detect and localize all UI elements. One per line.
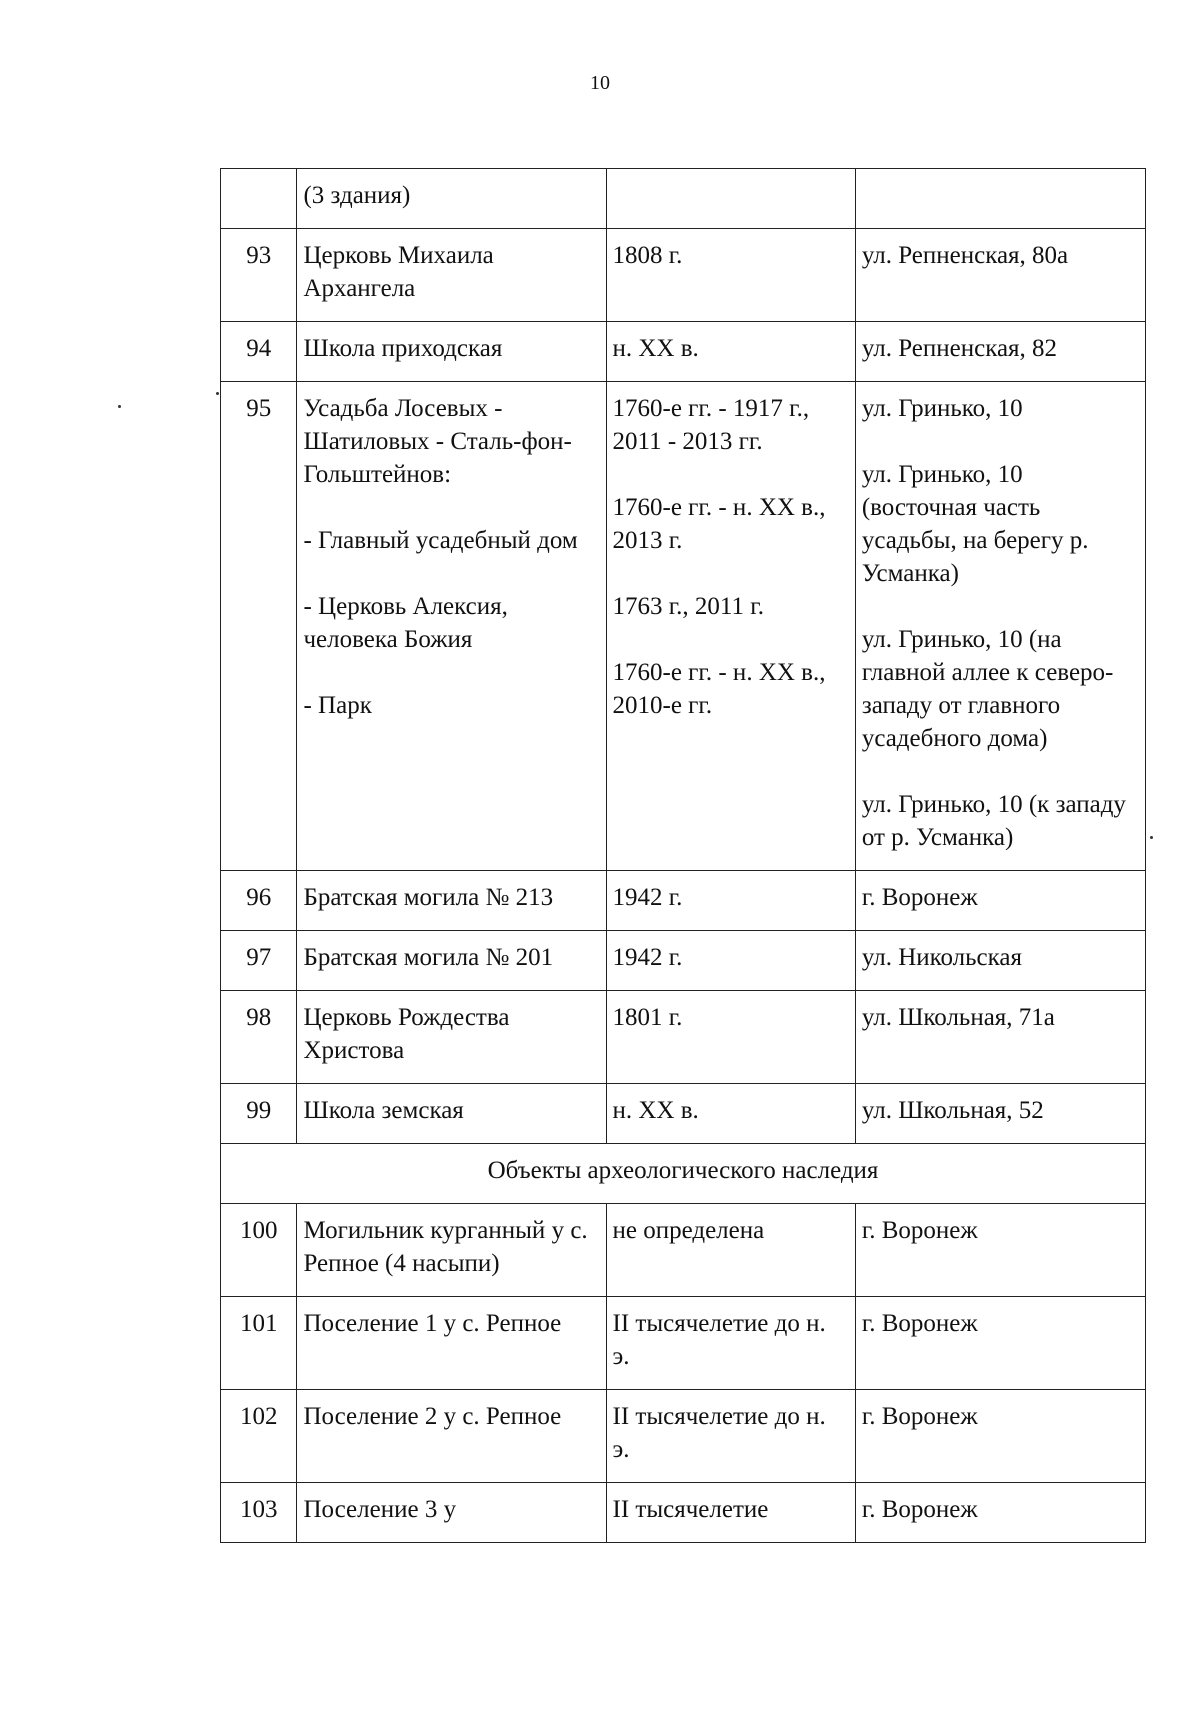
object-address-list <box>855 382 1145 871</box>
section-title: Объекты археологического наследия <box>221 1144 1146 1204</box>
object-name: - Церковь Алексия, человека Божия <box>303 593 508 653</box>
object-address: ул. Гринько, 10 (на главной аллее к северо-западу от главного усадебного дома) <box>861 626 1114 752</box>
object-date: н. XX в. <box>606 1084 855 1144</box>
object-date: 1760-е гг. - н. XX в., 2010-е гг. <box>612 659 826 719</box>
object-name: Братская могила № 201 <box>297 931 606 991</box>
table-row <box>221 991 1146 1084</box>
table-row <box>221 1297 1146 1390</box>
row-number: 103 <box>221 1483 297 1543</box>
object-name-list <box>297 382 606 871</box>
table-row <box>221 1084 1146 1144</box>
object-name: Поселение 1 у с. Репное <box>297 1297 606 1390</box>
object-name: Церковь Михаила Архангела <box>297 229 606 322</box>
row-number: 100 <box>221 1204 297 1297</box>
object-date: 1760-е гг. - н. XX в., 2013 г. <box>612 494 826 554</box>
row-number: 101 <box>221 1297 297 1390</box>
object-address: ул. Школьная, 71а <box>855 991 1145 1084</box>
object-name: - Парк <box>303 692 372 719</box>
object-date: не определена <box>606 1204 855 1297</box>
object-address: г. Воронеж <box>855 1390 1145 1483</box>
table-row <box>221 169 1146 229</box>
scan-speck <box>1150 836 1153 839</box>
row-number: 95 <box>221 382 297 871</box>
object-name: Поселение 2 у с. Репное <box>297 1390 606 1483</box>
object-name: Могильник курганный у с. Репное (4 насыпи) <box>297 1204 606 1297</box>
object-address: г. Воронеж <box>855 1483 1145 1543</box>
table-row-estate <box>221 382 1146 871</box>
object-date <box>606 169 855 229</box>
section-header-row <box>221 1144 1146 1204</box>
row-number: 94 <box>221 322 297 382</box>
page-number: 10 <box>590 72 610 94</box>
object-name: Усадьба Лосевых - Шатиловых - Сталь-фон-Гольштейнов: <box>303 395 572 488</box>
row-number: 99 <box>221 1084 297 1144</box>
object-address: ул. Гринько, 10 (к западу от р. Усманка) <box>861 791 1126 851</box>
scan-speck <box>216 392 219 395</box>
object-date: н. XX в. <box>606 322 855 382</box>
row-number: 102 <box>221 1390 297 1483</box>
object-address <box>855 169 1145 229</box>
object-address: г. Воронеж <box>855 871 1145 931</box>
object-date-list <box>606 382 855 871</box>
object-name: Церковь Рождества Христова <box>297 991 606 1084</box>
row-number: 97 <box>221 931 297 991</box>
object-address: ул. Репненская, 82 <box>855 322 1145 382</box>
table-row <box>221 1204 1146 1297</box>
row-number: 96 <box>221 871 297 931</box>
object-date: 1808 г. <box>606 229 855 322</box>
object-address: ул. Гринько, 10 <box>861 395 1023 422</box>
row-number: 93 <box>221 229 297 322</box>
row-number <box>221 169 297 229</box>
object-address: г. Воронеж <box>855 1204 1145 1297</box>
object-date: 1942 г. <box>606 871 855 931</box>
heritage-objects-table <box>220 168 1146 1543</box>
object-address: ул. Репненская, 80а <box>855 229 1145 322</box>
object-date: 1942 г. <box>606 931 855 991</box>
object-address: ул. Никольская <box>855 931 1145 991</box>
object-date: II тысячелетие до н. э. <box>606 1297 855 1390</box>
table-row <box>221 1390 1146 1483</box>
object-name: Школа земская <box>297 1084 606 1144</box>
table-row <box>221 1483 1146 1543</box>
object-address: ул. Гринько, 10 (восточная часть усадьбы, на берегу р. Усманка) <box>861 461 1089 587</box>
scan-speck <box>118 405 121 408</box>
object-name: (3 здания) <box>297 169 606 229</box>
object-date: 1760-е гг. - 1917 г., 2011 - 2013 гг. <box>612 395 810 455</box>
row-number: 98 <box>221 991 297 1084</box>
table-row <box>221 871 1146 931</box>
object-date: II тысячелетие <box>606 1483 855 1543</box>
object-name: - Главный усадебный дом <box>303 527 578 554</box>
table-row <box>221 322 1146 382</box>
object-address: г. Воронеж <box>855 1297 1145 1390</box>
object-date: 1801 г. <box>606 991 855 1084</box>
table-row <box>221 931 1146 991</box>
table-row <box>221 229 1146 322</box>
object-date: II тысячелетие до н. э. <box>606 1390 855 1483</box>
object-name: Школа приходская <box>297 322 606 382</box>
object-name: Братская могила № 213 <box>297 871 606 931</box>
object-name: Поселение 3 у <box>297 1483 606 1543</box>
object-date: 1763 г., 2011 г. <box>612 593 764 620</box>
object-address: ул. Школьная, 52 <box>855 1084 1145 1144</box>
